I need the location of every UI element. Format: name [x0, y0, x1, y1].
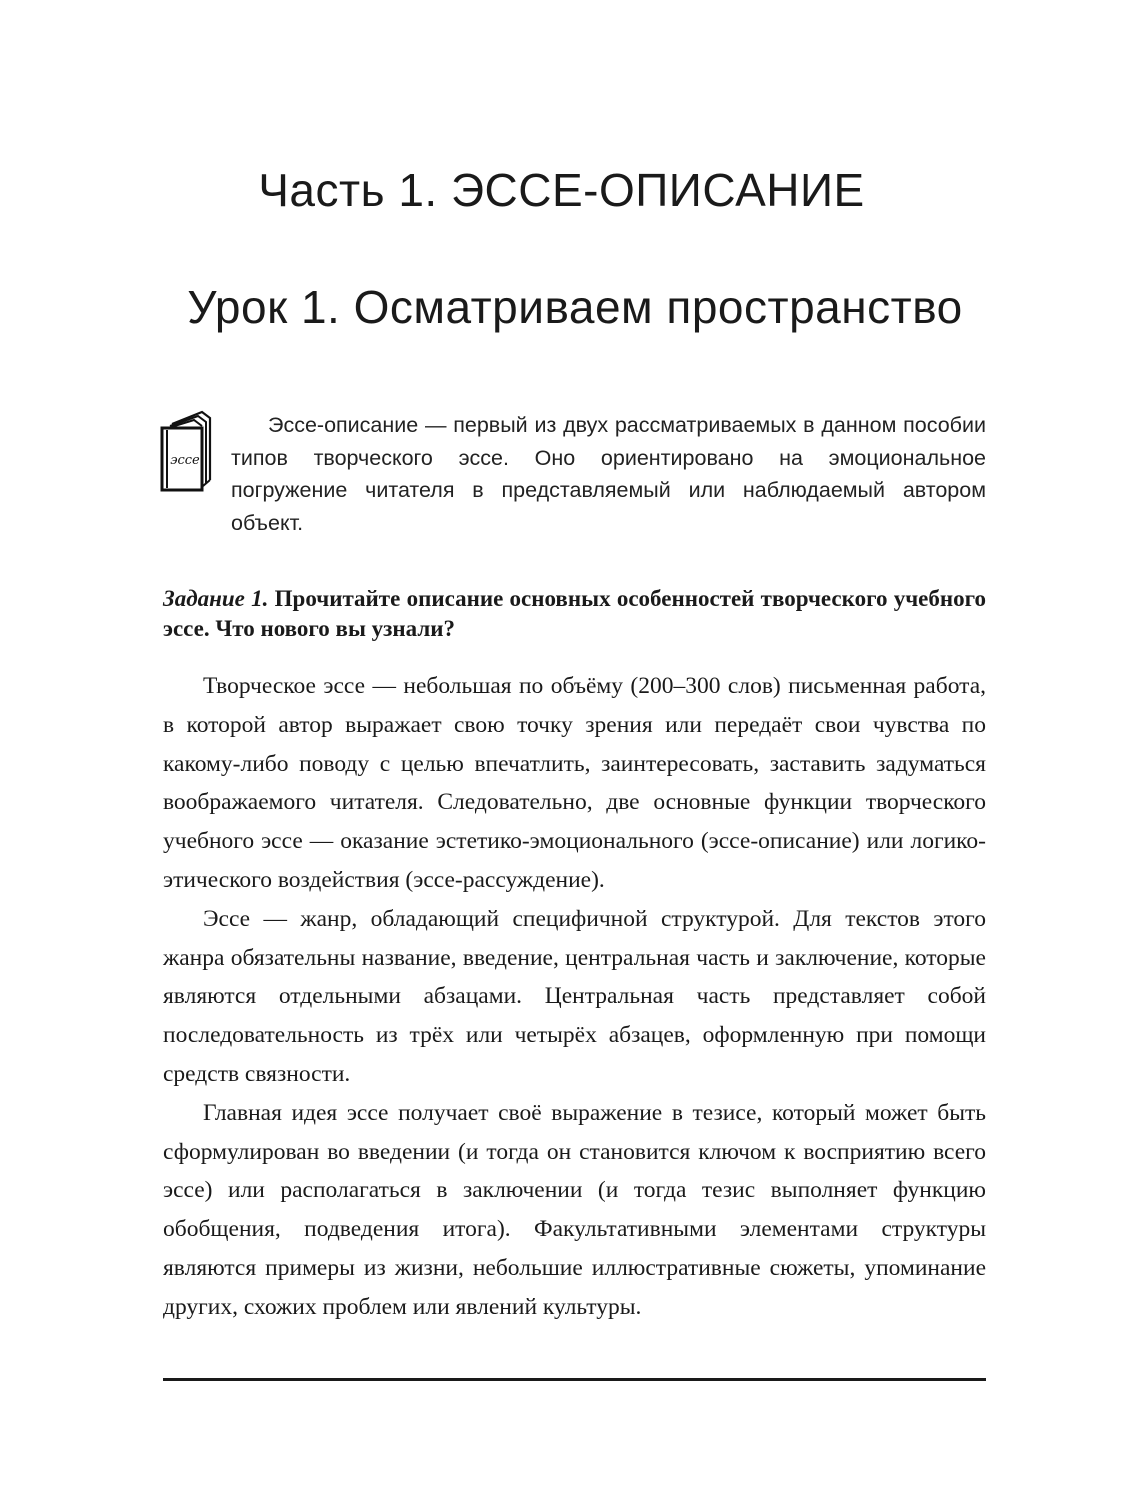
- part-title: Часть 1. ЭССЕ-ОПИСАНИЕ: [258, 164, 865, 216]
- lesson-title: Урок 1. Осматриваем пространство: [187, 281, 963, 333]
- intro-text: Эссе-описание — первый из двух рассматриваемых в данном пособии типов творческого эссе. Оно ориентировано на эмоциональное погружение читателя в представляемый или наблюдаемый автором объект.: [231, 413, 986, 535]
- book-icon-caption: эссе: [170, 453, 200, 468]
- book-icon: [158, 410, 216, 496]
- body-text: [163, 667, 986, 1327]
- bottom-rule: [163, 1378, 986, 1381]
- task-label: Задание 1.: [163, 586, 269, 611]
- task-text: Прочитайте описание основных особенностей творческого учебного эссе. Что нового вы узнали?: [163, 586, 987, 641]
- paragraph: Главная идея эссе получает своё выражение в тезисе, который может быть сформулирован во введении (и тогда он становится ключом к восприятию всего эссе) или располагаться в заключении (и тогда тезис выполняет функцию обобщения, подведения итога). Факультативными элементами структуры являются примеры из жизни, небольшие иллюстративные сюжеты, упоминание других, схожих проблем или явлений культуры.: [163, 1099, 986, 1320]
- task-heading: [163, 584, 986, 644]
- paragraph: Эссе — жанр, обладающий специфичной структурой. Для текстов этого жанра обязательны название, введение, центральная часть и заключение, которые являются отдельными абзацами. Центральная часть представляет собой последовательность из трёх или четырёх абзацев, оформленную при помощи средств связности.: [163, 905, 986, 1087]
- paragraph: Творческое эссе — небольшая по объёму (200–300 слов) письменная работа, в которой автор выражает свою точку зрения или передаёт свои чувства по какому-либо поводу с целью впечатлить, заинтересовать, заставить задуматься воображаемого читателя. Следовательно, две основные функции творческого учебного эссе — оказание эстетико-эмоционального (эссе-описание) или логико-этического воздействия (эссе-рассуждение).: [163, 673, 986, 893]
